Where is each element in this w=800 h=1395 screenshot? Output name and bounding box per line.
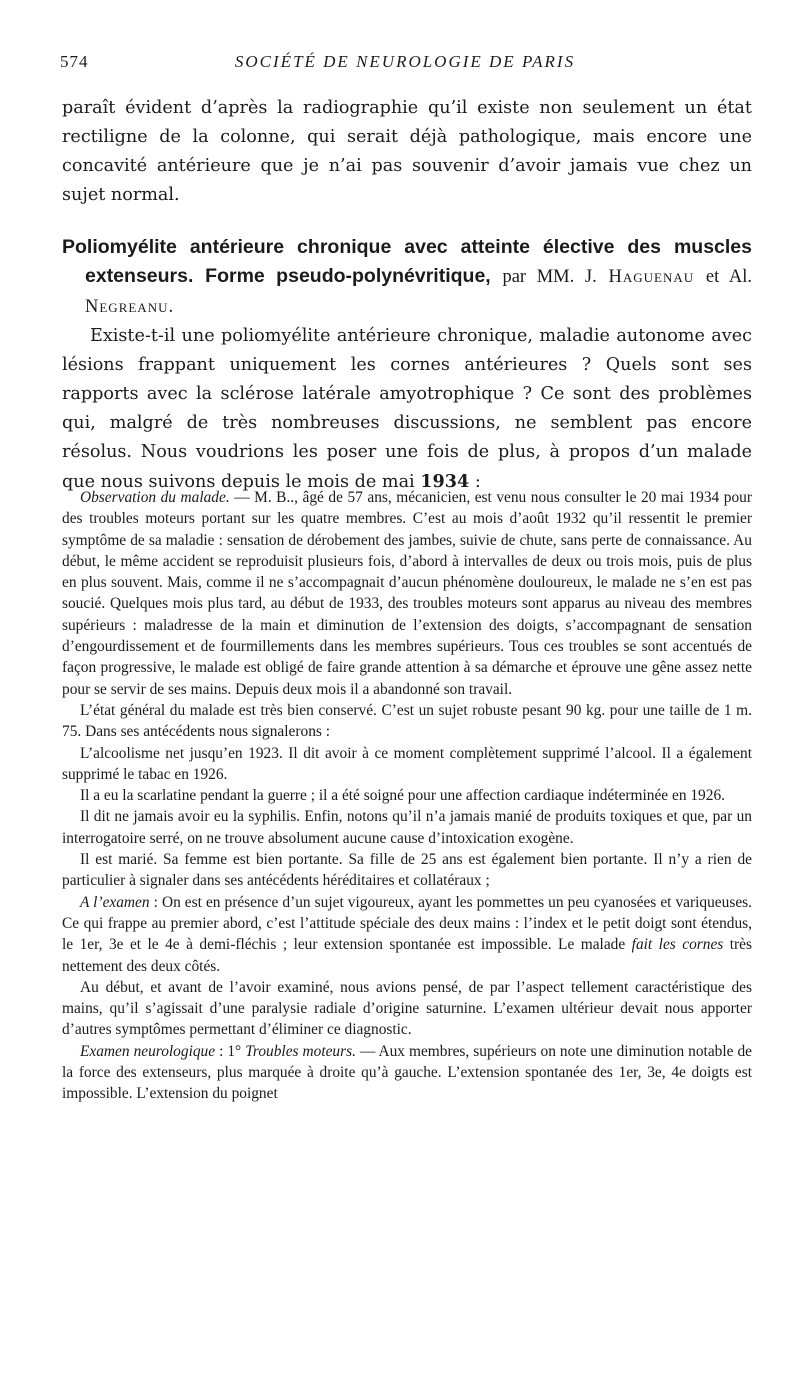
page-number: 574 — [60, 52, 89, 71]
article-heading — [62, 233, 752, 322]
intro-section — [62, 94, 752, 210]
observation-text-1: — M. B.., âgé de 57 ans, mécanicien, est venu nous consulter le 20 mai 1934 pour des troubles moteurs portant sur les quatre membres. C’est au mois d’août 1932 qu’il ressentit le premier symptôme de sa maladie : sensation de dérobement des jambes, suivie de chute, sans perte de connaissance. Au début, le même accident se reproduisit plusieurs fois, d’abord à intervalles de deux ou trois mois, puis de plus en plus souvent. Mais, comme il ne s’accompagnait d’aucun phénomène douloureux, le malade ne s’en est pas soucié. Quelques mois plus tard, au début de 1933, des troubles moteurs sont apparus au niveau des membres supérieurs : maladresse de la main et diminution de l’extension des doigts, s’accompagnant de sensation d’engourdissement et de fourmillements dans les membres supérieurs. Tous ces troubles se sont accentués de façon progressive, le malade est obligé de faire grande attention à sa démarche et éprouve une gêne assez nette pour se servir de ses mains. Depuis deux mois il a abandonné son travail. — [62, 489, 752, 698]
examen-lead: A l’examen — [80, 893, 150, 911]
observation-lead: Observation du malade. — [80, 489, 230, 506]
observation-paragraph-6: Il est marié. Sa femme est bien portante. Sa fille de 25 ans est également bien portante. Il n’y a rien de particulier à signaler dans ses antécédents héréditaires et collatéraux ; — [62, 851, 752, 890]
observation-paragraph-5: Il dit ne jamais avoir eu la syphilis. Enfin, notons qu’il n’a jamais manié de produits toxiques et que, par un interrogatoire serré, on ne trouve absolument aucune cause d’intoxication exogène. — [62, 808, 752, 847]
journal-title: SOCIÉTÉ DE NEUROLOGIE DE PARIS — [234, 52, 576, 71]
observation-paragraph-1 — [62, 487, 752, 700]
abstract-end: : — [469, 472, 481, 492]
author-2: Negreanu. — [85, 297, 175, 317]
title-part2: Forme pseudo-polynévritique, — [205, 265, 491, 287]
byline-prefix: par MM. J. — [502, 267, 597, 287]
abstract-paragraph — [62, 322, 752, 497]
byline-joiner: et Al. — [705, 267, 752, 287]
observation-paragraph-3: L’alcoolisme net jusqu’en 1923. Il dit avoir à ce moment complètement supprimé l’alcool. Il a également supprimé le tabac en 1926. — [62, 744, 752, 783]
article-title — [62, 233, 752, 322]
neuro-exam-mid: : 1° — [215, 1042, 246, 1060]
title-part1: Poliomyélite antérieure chronique avec atteinte élective des muscles extenseurs. — [62, 236, 752, 287]
running-head — [60, 52, 750, 76]
examen-italic: fait les cornes — [631, 936, 724, 954]
abstract-year: 1934 — [420, 471, 470, 492]
observation-section — [62, 487, 752, 1105]
author-1: Haguenau — [608, 267, 695, 287]
abstract-section — [62, 322, 752, 497]
observation-paragraph-7 — [62, 892, 752, 977]
observation-paragraph-8: Au début, et avant de l’avoir examiné, nous avions pensé, de par l’aspect tellement caractéristique des mains, qu’il s’agissait d’une paralysie radiale d’origine saturnine. L’examen ultérieur devait nous apporter d’autres symptômes permettant d’éliminer ce diagnostic. — [62, 978, 752, 1039]
observation-paragraph-2: L’état général du malade est très bien conservé. C’est un sujet robuste pesant 90 kg. pour une taille de 1 m. 75. Dans ses antécédents nous signalerons : — [62, 701, 752, 741]
neuro-exam-text: — Aux membres, supérieurs on note une diminution notable de la force des extenseurs, plus marquée à droite qu’à gauche. L’extension spontanée des 1er, 3e, 4e doigts est impossible. L’extension du poignet — [62, 1042, 752, 1103]
examen-text-a: : On est en présence d’un sujet vigoureux, ayant les pommettes un peu cyanosées et variqueuses. Ce qui frappe au premier abord, c’est l’attitude spéciale des deux mains : l’index et le petit doigt sont étendus, le 1er, 3e et le 4e à demi-fléchis ; leur extension spontanée est impossible. Le malade — [62, 893, 752, 954]
motor-troubles-lead: Troubles moteurs. — [245, 1042, 356, 1060]
observation-paragraph-9 — [62, 1041, 752, 1105]
observation-paragraph-4: Il a eu la scarlatine pendant la guerre ; il a été soigné pour une affection cardiaque indéterminée en 1926. — [80, 787, 725, 805]
examen-text-b: très nettement des deux côtés. — [62, 936, 752, 975]
abstract-main: Existe-t-il une poliomyélite antérieure chronique, maladie autonome avec lésions frappant uniquement les cornes antérieures ? Quels sont ses rapports avec la sclérose latérale amyotrophique ? Ce sont des problèmes qui, malgré de très nombreuses discussions, ne semblent pas encore résolus. Nous voudrions les poser une fois de plus, à propos d’un malade que nous suivons depuis le mois de mai — [62, 326, 752, 492]
intro-paragraph: paraît évident d’après la radiographie qu’il existe non seulement un état rectiligne de la colonne, qui serait déjà pathologique, mais encore une concavité antérieure que je n’ai pas souvenir d’avoir jamais vue chez un sujet normal. — [62, 98, 752, 205]
neuro-exam-lead: Examen neurologique — [80, 1042, 216, 1060]
